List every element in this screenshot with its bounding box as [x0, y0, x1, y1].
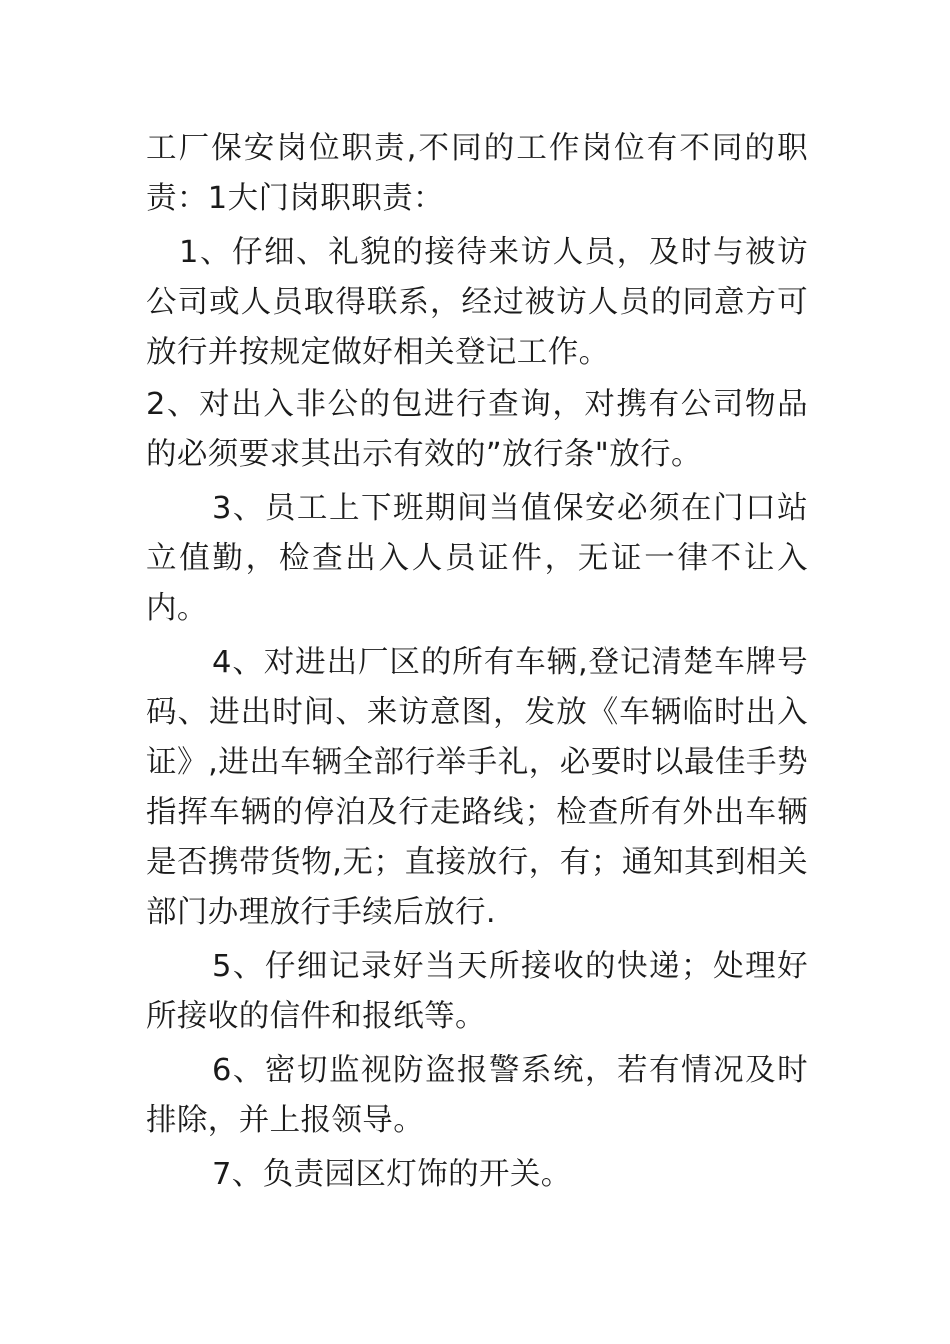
duty-item-3: 3、员工上下班期间当值保安必须在门口站立值勤，检查出入人员证件，无证一律不让入内。: [146, 491, 808, 626]
duty-item-1: 1、仔细、礼貌的接待来访人员，及时与被访公司或人员取得联系，经过被访人员的同意方可放行并按规定做好相关登记工作。: [146, 235, 808, 370]
duty-item-6: 6、密切监视防盗报警系统，若有情况及时排除，并上报领导。: [146, 1053, 808, 1138]
duty-item-2: 2、对出入非公的包进行查询，对携有公司物品的必须要求其出示有效的”放行条"放行。: [146, 387, 808, 472]
intro-paragraph: 工厂保安岗位职责,不同的工作岗位有不同的职责：1大门岗职职责：: [146, 131, 808, 216]
duty-item-4: 4、对进出厂区的所有车辆,登记清楚车牌号码、进出时间、来访意图，发放《车辆临时出入证》,进出车辆全部行举手礼，必要时以最佳手势指挥车辆的停泊及行走路线；检查所有外出车辆是否携带货物,无；直接放行，有；通知其到相关部门办理放行手续后放行.: [146, 645, 808, 930]
document-body: [146, 124, 808, 1200]
duty-item-7: 7、负责园区灯饰的开关。: [212, 1157, 572, 1192]
duty-item-5: 5、仔细记录好当天所接收的快递；处理好所接收的信件和报纸等。: [146, 949, 808, 1034]
